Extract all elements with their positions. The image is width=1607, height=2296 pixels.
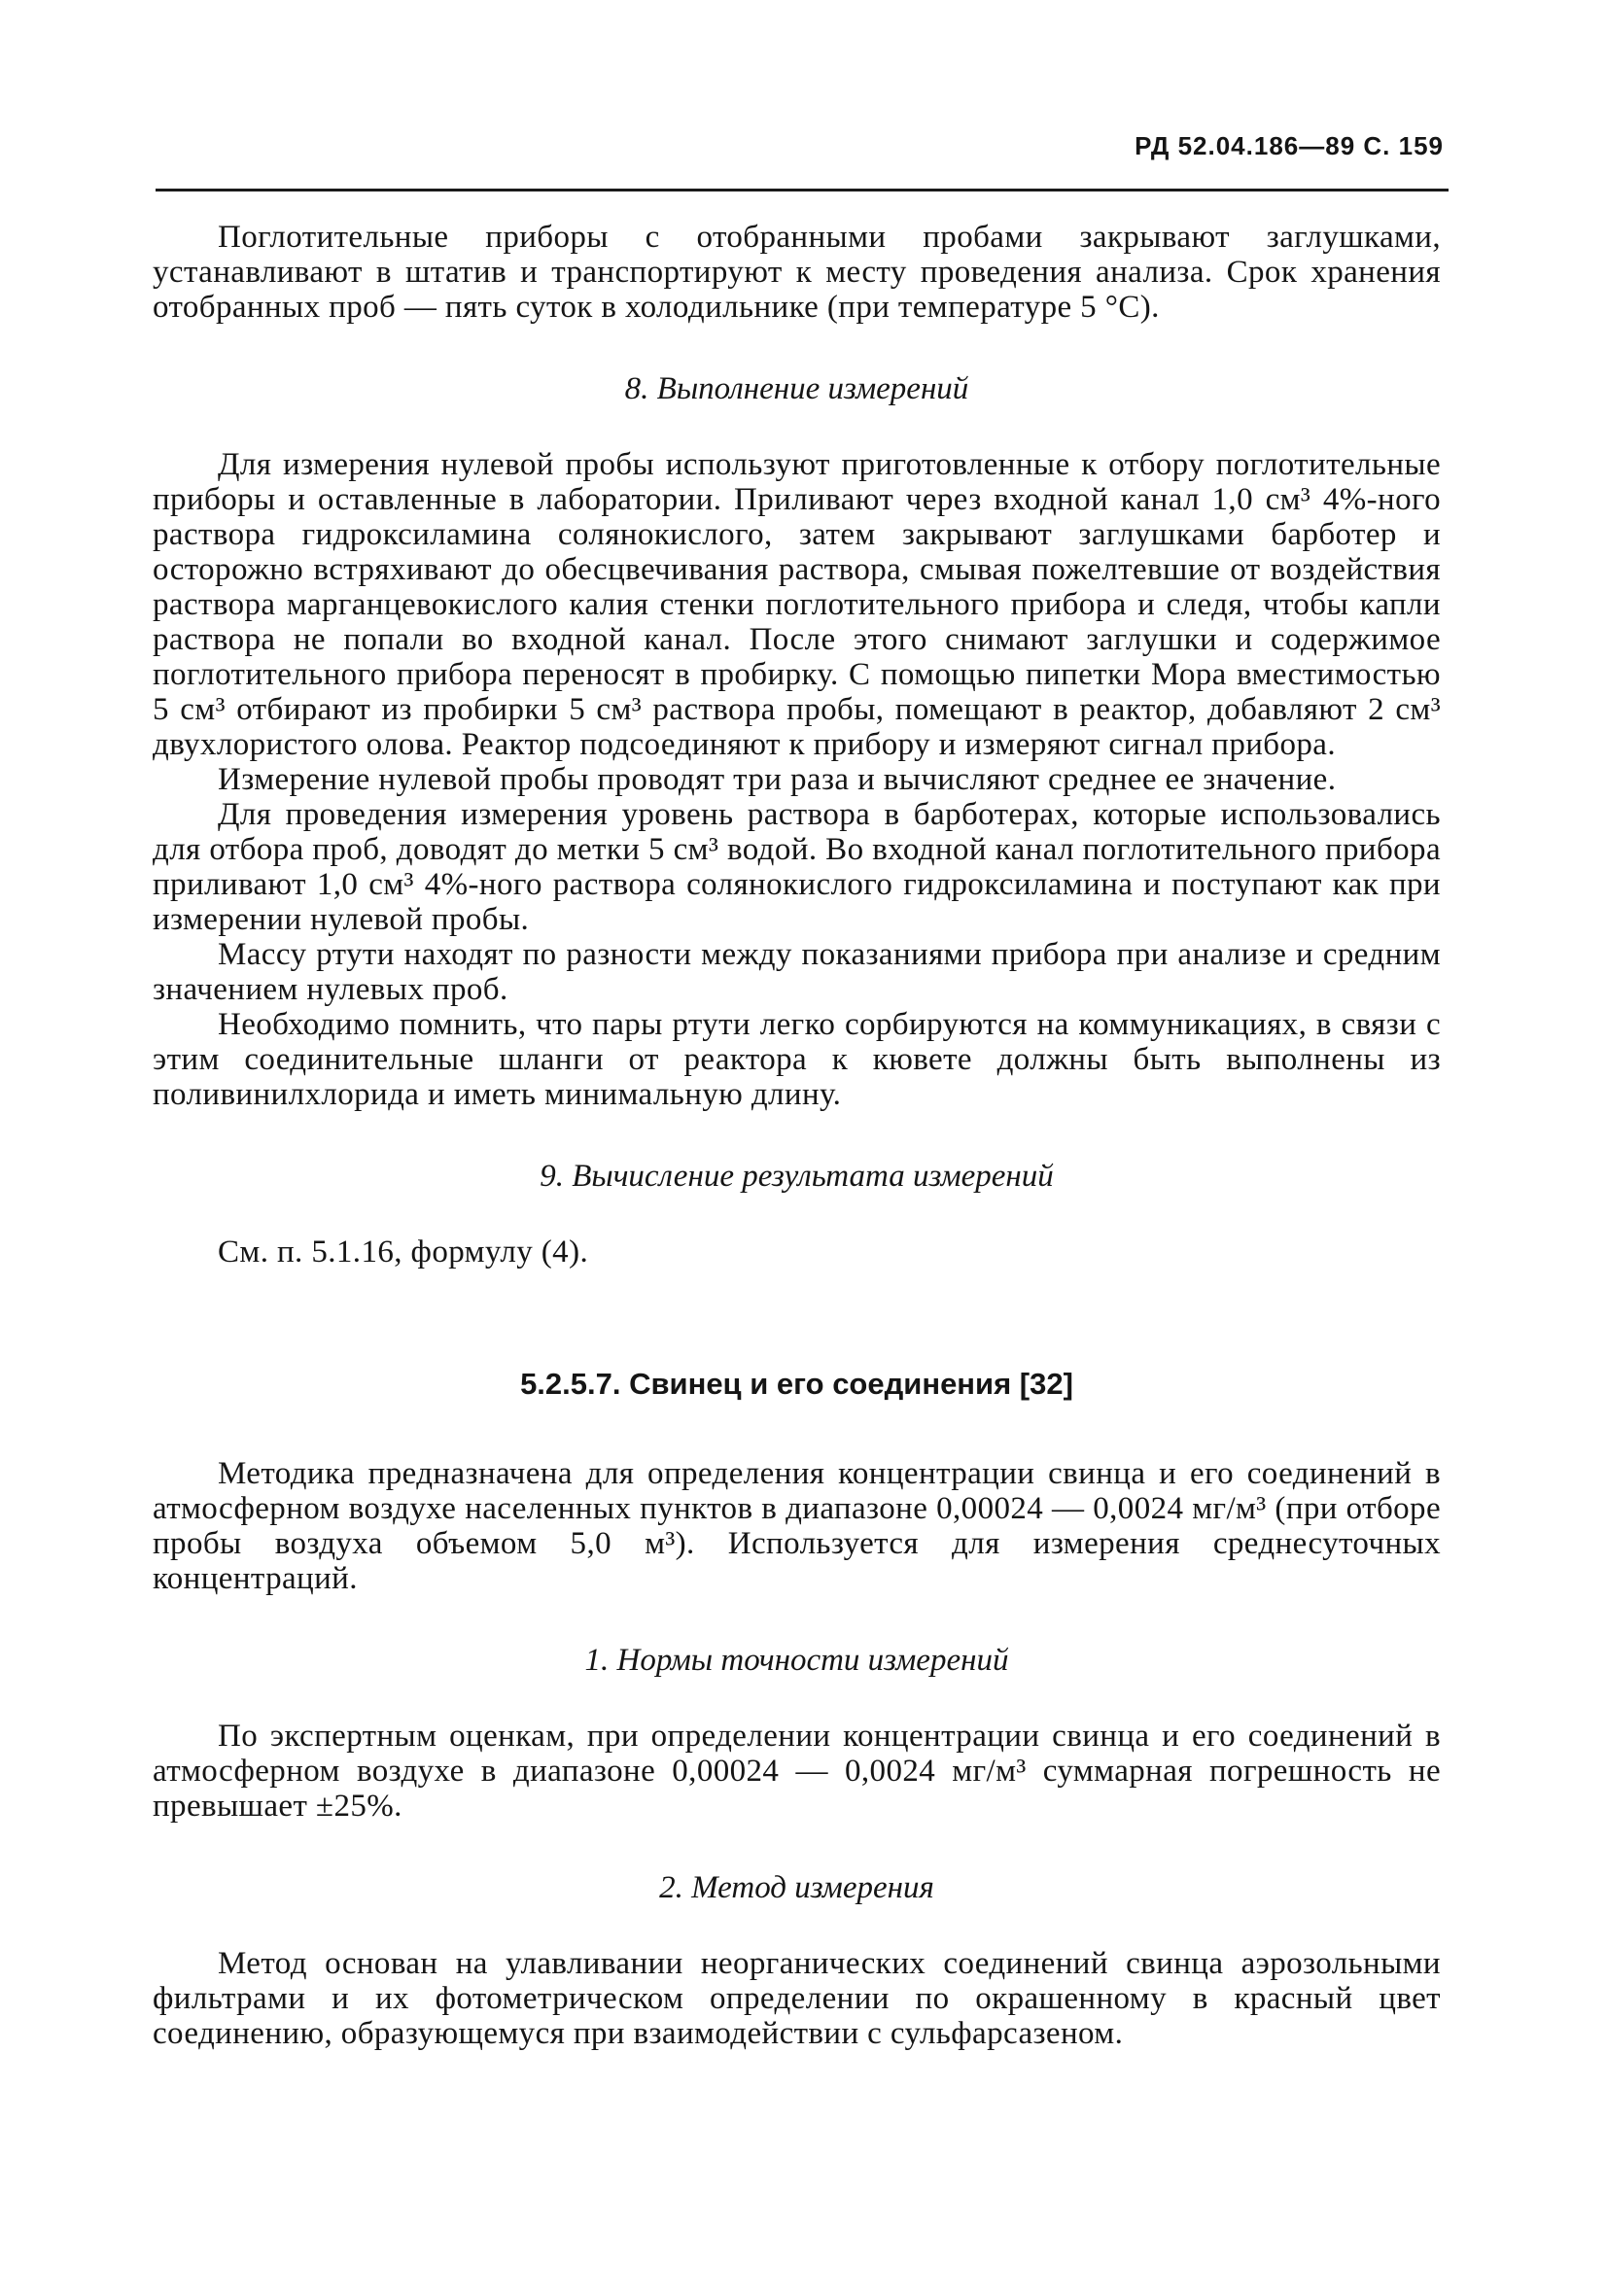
paragraph-zero-sample: Для измерения нулевой пробы используют приготовленные к отбору поглотительные приборы и оставленные в лаборатории. Приливают через входной канал 1,0 см³ 4%-ного раствора гидроксиламина солянокислого, затем закрывают заглушками барботер и осторожно встряхивают до обесцвечивания раствора, смывая пожелтевшие от воздействия раствора марганцевокислого калия стенки поглотительного прибора и следя, чтобы капли раствора не попали во входной канал. После этого снимают заглушки и содержимое поглотительного прибора переносят в пробирку. С помощью пипетки Мора вместимостью 5 см³ отбирают из пробирки 5 см³ раствора пробы, помещают в реактор, добавляют 2 см³ двухлористого олова. Реактор подсоединяют к прибору и измеряют сигнал прибора. — [153, 447, 1441, 762]
paragraph-measurement: Для проведения измерения уровень раствора в барботерах, которые использовались для отбора проб, доводят до метки 5 см³ водой. Во входной канал поглотительного прибора приливают 1,0 см³ 4%-ного раствора солянокислого гидроксиламина и поступают как при измерении нулевой пробы. — [153, 797, 1441, 937]
heading-accuracy-norms: 1. Нормы точности измерений — [584, 1643, 1009, 1678]
heading-method: 2. Метод измерения — [659, 1870, 934, 1905]
section-title-lead: 5.2.5.7. Свинец и его соединения [32] — [520, 1367, 1073, 1401]
paragraph-method-purpose: Методика предназначена для определения концентрации свинца и его соединений в атмосферном воздухе населенных пунктов в диапазоне 0,00024 — 0,0024 мг/м³ (при отборе пробы воздуха объемом 5,0 м³). Используется для измерения среднесуточных концентраций. — [153, 1456, 1441, 1596]
paragraph-formula-reference: См. п. 5.1.16, формулу (4). — [218, 1235, 589, 1270]
paragraph-sorption-note: Необходимо помнить, что пары ртути легко сорбируются на коммуникациях, в связи с этим соединительные шланги от реактора к кювете должны быть выполнены из поливинилхлорида и иметь минимальную длину. — [153, 1007, 1441, 1112]
paragraph-accuracy: По экспертным оценкам, при определении концентрации свинца и его соединений в атмосферном воздухе в диапазоне 0,00024 — 0,0024 мг/м³ суммарная погрешность не превышает ±25%. — [153, 1719, 1441, 1824]
paragraph-mercury-mass: Массу ртути находят по разности между показаниями прибора при анализе и средним значением нулевых проб. — [153, 937, 1441, 1007]
paragraph-zero-average: Измерение нулевой пробы проводят три раза и вычисляют среднее ее значение. — [218, 762, 1337, 797]
paragraph-storage: Поглотительные приборы с отобранными пробами закрывают заглушками, устанавливают в штатив и транспортируют к месту проведения анализа. Срок хранения отобранных проб — пять суток в холодильнике (при температуре 5 °С). — [153, 220, 1441, 325]
heading-result-calculation: 9. Вычисление результата измерений — [540, 1159, 1054, 1194]
header-rule — [156, 189, 1449, 191]
heading-measurement-procedure: 8. Выполнение измерений — [624, 371, 969, 406]
paragraph-method-principle: Метод основан на улавливании неорганических соединений свинца аэрозольными фильтрами и их фотометрическом определении по окрашенному в красный цвет соединению, образующемуся при взаимодействии с сульфарсазеном. — [153, 1946, 1441, 2051]
page-body — [153, 220, 1441, 2051]
running-header: РД 52.04.186—89 С. 159 — [1135, 131, 1444, 160]
